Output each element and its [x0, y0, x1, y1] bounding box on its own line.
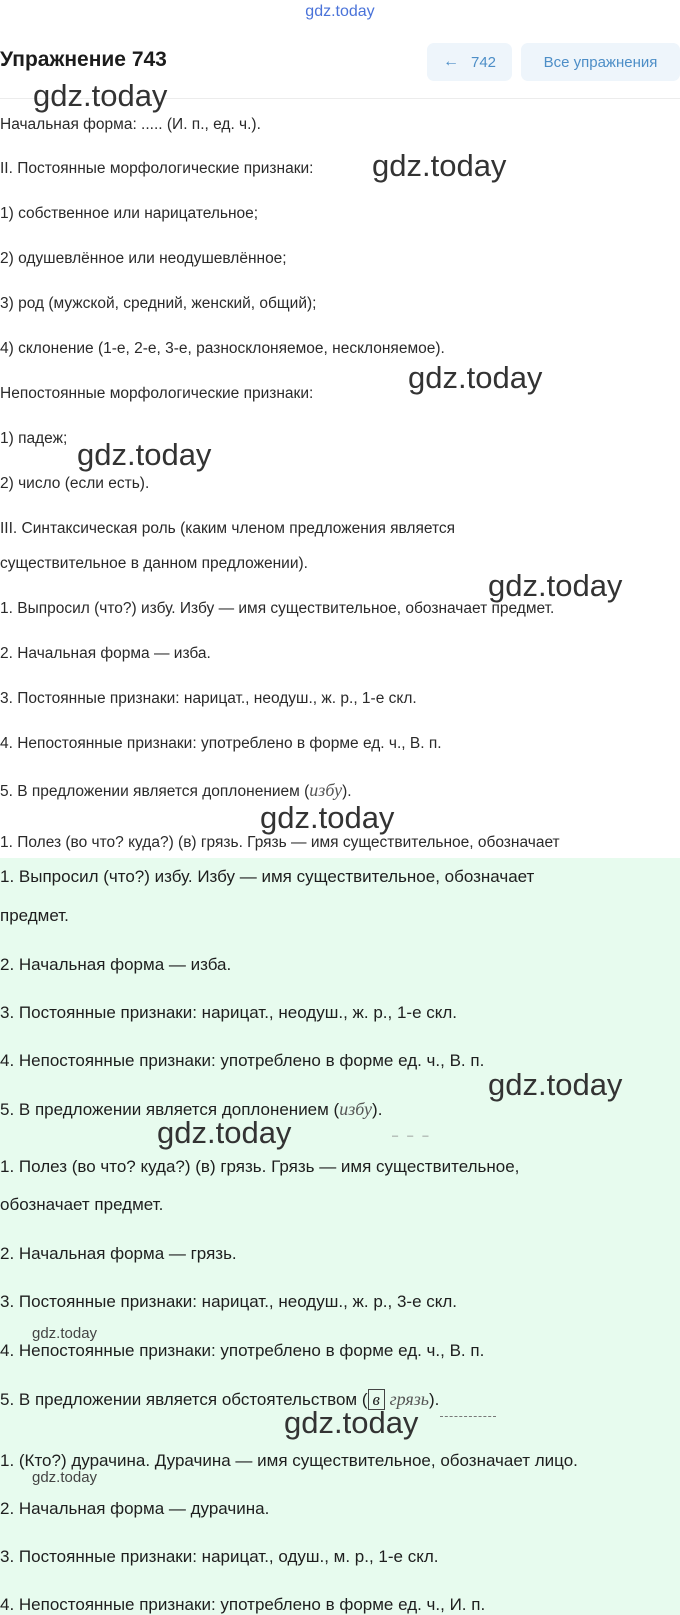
panel-line: 4. Непостоянные признаки: употреблено в форме ед. ч., В. п.	[0, 1341, 485, 1360]
panel-line: 2. Начальная форма — изба.	[0, 955, 232, 974]
watermark: gdz.today	[488, 1067, 623, 1102]
text-line: 3) род (мужской, средний, женский, общий);	[0, 295, 317, 312]
panel-line: обозначает предмет.	[0, 1195, 164, 1214]
panel-line-part: 5. В предложении является доплонением	[0, 1100, 329, 1119]
text-line-part: 5. В предложении является доплонением	[0, 783, 300, 800]
text-line: 2) одушевлённое или неодушевлённое;	[0, 250, 287, 267]
top-watermark: gdz.today	[305, 3, 375, 20]
panel-line: 3. Постоянные признаки: нарицат., одуш., м. р., 1-е скл.	[0, 1547, 439, 1566]
text-line: 2. Начальная форма — изба.	[0, 645, 211, 662]
page-title: Упражнение 743	[0, 48, 167, 71]
panel-line: 5. В предложении является доплонением (избу).	[0, 1099, 383, 1119]
watermark: gdz.today	[260, 800, 395, 835]
text-line: 4. Непостоянные признаки: употреблено в форме ед. ч., В. п.	[0, 735, 442, 752]
watermark: gdz.today	[408, 360, 543, 395]
watermark: gdz.today	[32, 1469, 98, 1486]
panel-line: 2. Начальная форма — дурачина.	[0, 1499, 270, 1518]
text-line: 1) собственное или нарицательное;	[0, 205, 259, 222]
arrow-left-icon: ←	[442, 53, 459, 70]
text-line: 4) склонение (1-е, 2-е, 3-е, разносклоняемое, несклоняемое).	[0, 340, 445, 357]
panel-line-part: 5. В предложении является обстоятельством	[0, 1390, 358, 1409]
text-line: 5. В предложении является доплонением (избу).	[0, 780, 352, 800]
text-line: 1. Выпросил (что?) избу. Избу — имя существительное, обозначает предмет.	[0, 600, 555, 617]
text-line: II. Постоянные морфологические признаки:	[0, 160, 314, 177]
panel-line: 2. Начальная форма — грязь.	[0, 1244, 237, 1263]
prev-exercise-label: 742	[470, 53, 497, 71]
panel-line: 3. Постоянные признаки: нарицат., неодуш., ж. р., 1-е скл.	[0, 1003, 458, 1022]
panel-line: предмет.	[0, 906, 69, 925]
text-line: Начальная форма: ..... (И. п., ед. ч.).	[0, 116, 261, 133]
underline-dash-dot	[440, 1416, 496, 1418]
panel-line: 4. Непостоянные признаки: употреблено в форме ед. ч., И. п.	[0, 1595, 486, 1614]
handwritten-word: грязь	[389, 1389, 429, 1409]
panel-line: 1. Полез (во что? куда?) (в) грязь. Грязь — имя существительное,	[0, 1157, 520, 1176]
panel-line: 4. Непостоянные признаки: употреблено в форме ед. ч., В. п.	[0, 1051, 485, 1070]
text-line: III. Синтаксическая роль (каким членом предложения является	[0, 520, 456, 537]
boxed-preposition: в	[368, 1389, 385, 1410]
prev-exercise-button[interactable]	[427, 43, 512, 81]
text-line: Непостоянные морфологические признаки:	[0, 385, 314, 402]
watermark: gdz.today	[77, 437, 212, 472]
watermark: gdz.today	[488, 568, 623, 603]
underline-dashes: ‒ ‒ ‒	[392, 1130, 432, 1142]
text-line: существительное в данном предложении).	[0, 555, 308, 572]
panel-line: 3. Постоянные признаки: нарицат., неодуш., ж. р., 3-е скл.	[0, 1292, 458, 1311]
all-exercises-button[interactable]: Все упражнения	[521, 43, 680, 81]
watermark: gdz.today	[32, 1325, 98, 1342]
watermark: gdz.today	[157, 1115, 292, 1150]
handwritten-word: избу	[309, 780, 343, 800]
text-line: 1. Полез (во что? куда?) (в) грязь. Грязь — имя существительное, обозначает	[0, 834, 560, 851]
text-line: 2) число (если есть).	[0, 475, 150, 492]
panel-line: 5. В предложении является обстоятельством ( в грязь).	[0, 1389, 440, 1409]
text-line: 3. Постоянные признаки: нарицат., неодуш., ж. р., 1-е скл.	[0, 690, 417, 707]
handwritten-word: избу	[339, 1099, 373, 1119]
panel-line: 1. (Кто?) дурачина. Дурачина — имя существительное, обозначает лицо.	[0, 1451, 578, 1470]
watermark: gdz.today	[372, 148, 507, 183]
text-line: 1) падеж;	[0, 430, 68, 447]
watermark: gdz.today	[33, 78, 168, 113]
watermark: gdz.today	[284, 1405, 419, 1440]
panel-line: 1. Выпросил (что?) избу. Избу — имя существительное, обозначает	[0, 867, 535, 886]
